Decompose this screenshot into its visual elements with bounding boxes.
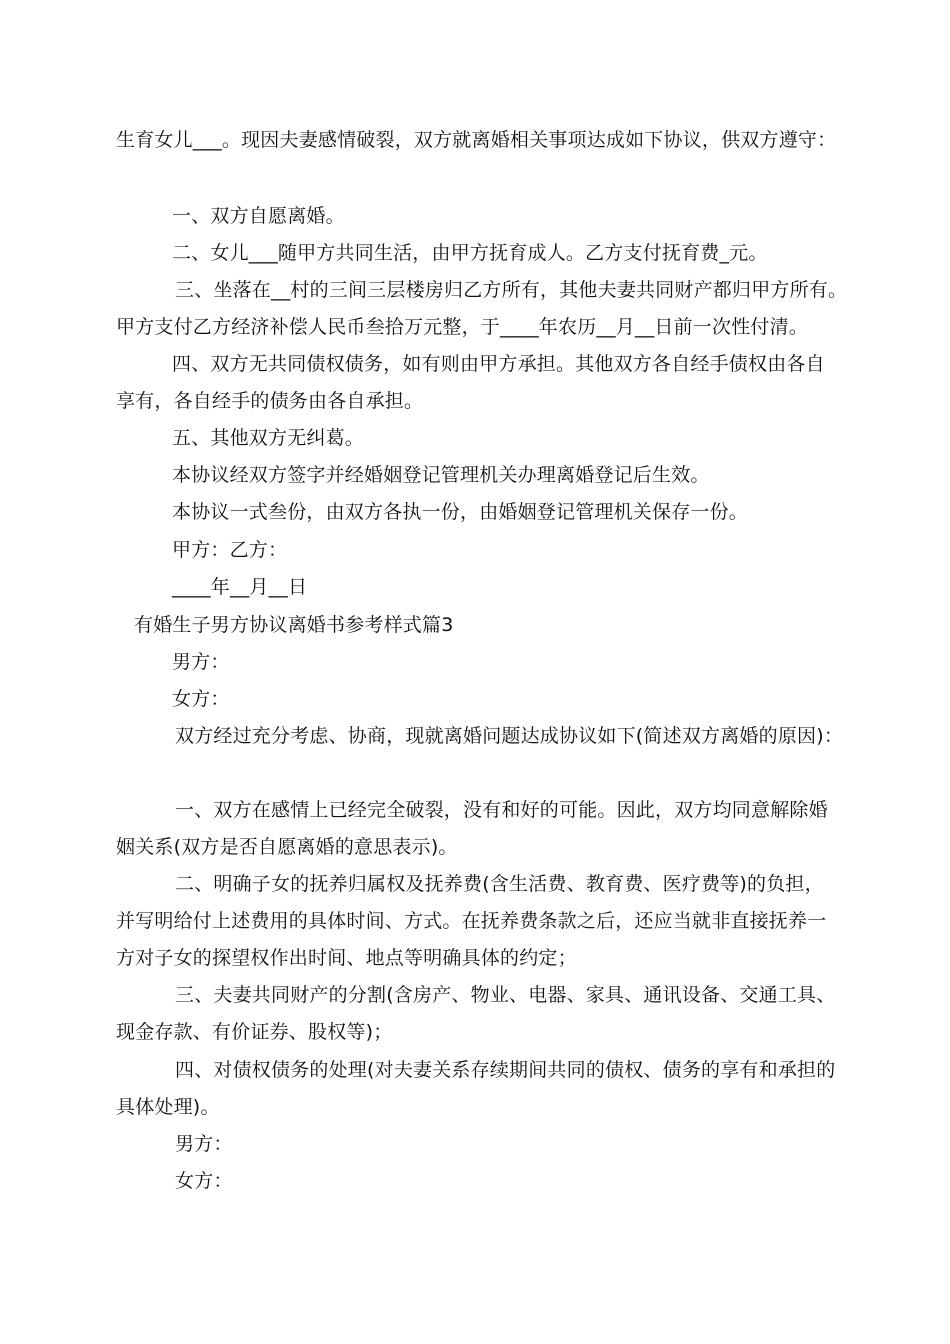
clause-5: 五、其他双方无纠葛。	[172, 427, 365, 449]
male-party-label: 男方：	[175, 1133, 233, 1155]
text-line: 本协议一式叁份，由双方各执一份，由婚姻登记管理机关保存一份。	[172, 501, 749, 523]
clause-3: 三、坐落在__村的三间三层楼房归乙方所有，其他夫妻共同财产都归甲方所有。	[175, 279, 848, 301]
text-line: 甲方支付乙方经济补偿人民币叁拾万元整，于____年农历__月__日前一次性付清。	[116, 316, 809, 338]
female-party-label: 女方：	[175, 1170, 233, 1192]
text-line: 姻关系(双方是否自愿离婚的意思表示)。	[116, 836, 458, 858]
text-line: 现金存款、有价证券、股权等)；	[116, 1021, 393, 1043]
text-line: 生育女儿___。现因夫妻感情破裂，双方就离婚相关事项达成如下协议，供双方遵守：	[116, 129, 837, 151]
text-line: 并写明给付上述费用的具体时间、方式。在抚养费条款之后，还应当就非直接抚养一	[116, 910, 827, 932]
date-line: ____年__月__日	[172, 576, 308, 598]
female-party-label: 女方：	[172, 688, 230, 710]
male-party-label: 男方：	[172, 651, 230, 673]
clause-2: 二、明确子女的抚养归属权及抚养费(含生活费、教育费、医疗费等)的负担，	[175, 873, 824, 895]
text-line: 本协议经双方签字并经婚姻登记管理机关办理离婚登记后生效。	[172, 464, 710, 486]
text-line: 享有，各自经手的债务由各自承担。	[116, 390, 424, 412]
clause-1: 一、双方在感情上已经完全破裂，没有和好的可能。因此，双方均同意解除婚	[175, 799, 828, 821]
clause-1: 一、双方自愿离婚。	[172, 205, 345, 227]
text-line: 方对子女的探望权作出时间、地点等明确具体的约定；	[116, 947, 577, 969]
clause-3: 三、夫妻共同财产的分割(含房产、物业、电器、家具、通讯设备、交通工具、	[175, 984, 836, 1006]
section-title: 有婚生子男方协议离婚书参考样式篇3	[134, 614, 454, 636]
clause-4: 四、双方无共同债权债务，如有则由甲方承担。其他双方各自经手债权由各自	[172, 353, 825, 375]
text-line: 双方经过充分考虑、协商，现就离婚问题达成协议如下(简述双方离婚的原因)：	[175, 725, 844, 747]
clause-2: 二、女儿___随甲方共同生活，由甲方抚育成人。乙方支付抚育费_元。	[172, 242, 768, 264]
clause-4: 四、对债权债务的处理(对夫妻关系存续期间共同的债权、债务的享有和承担的	[175, 1059, 836, 1081]
signature-line: 甲方：乙方：	[172, 539, 288, 561]
text-line: 具体处理)。	[116, 1096, 220, 1118]
